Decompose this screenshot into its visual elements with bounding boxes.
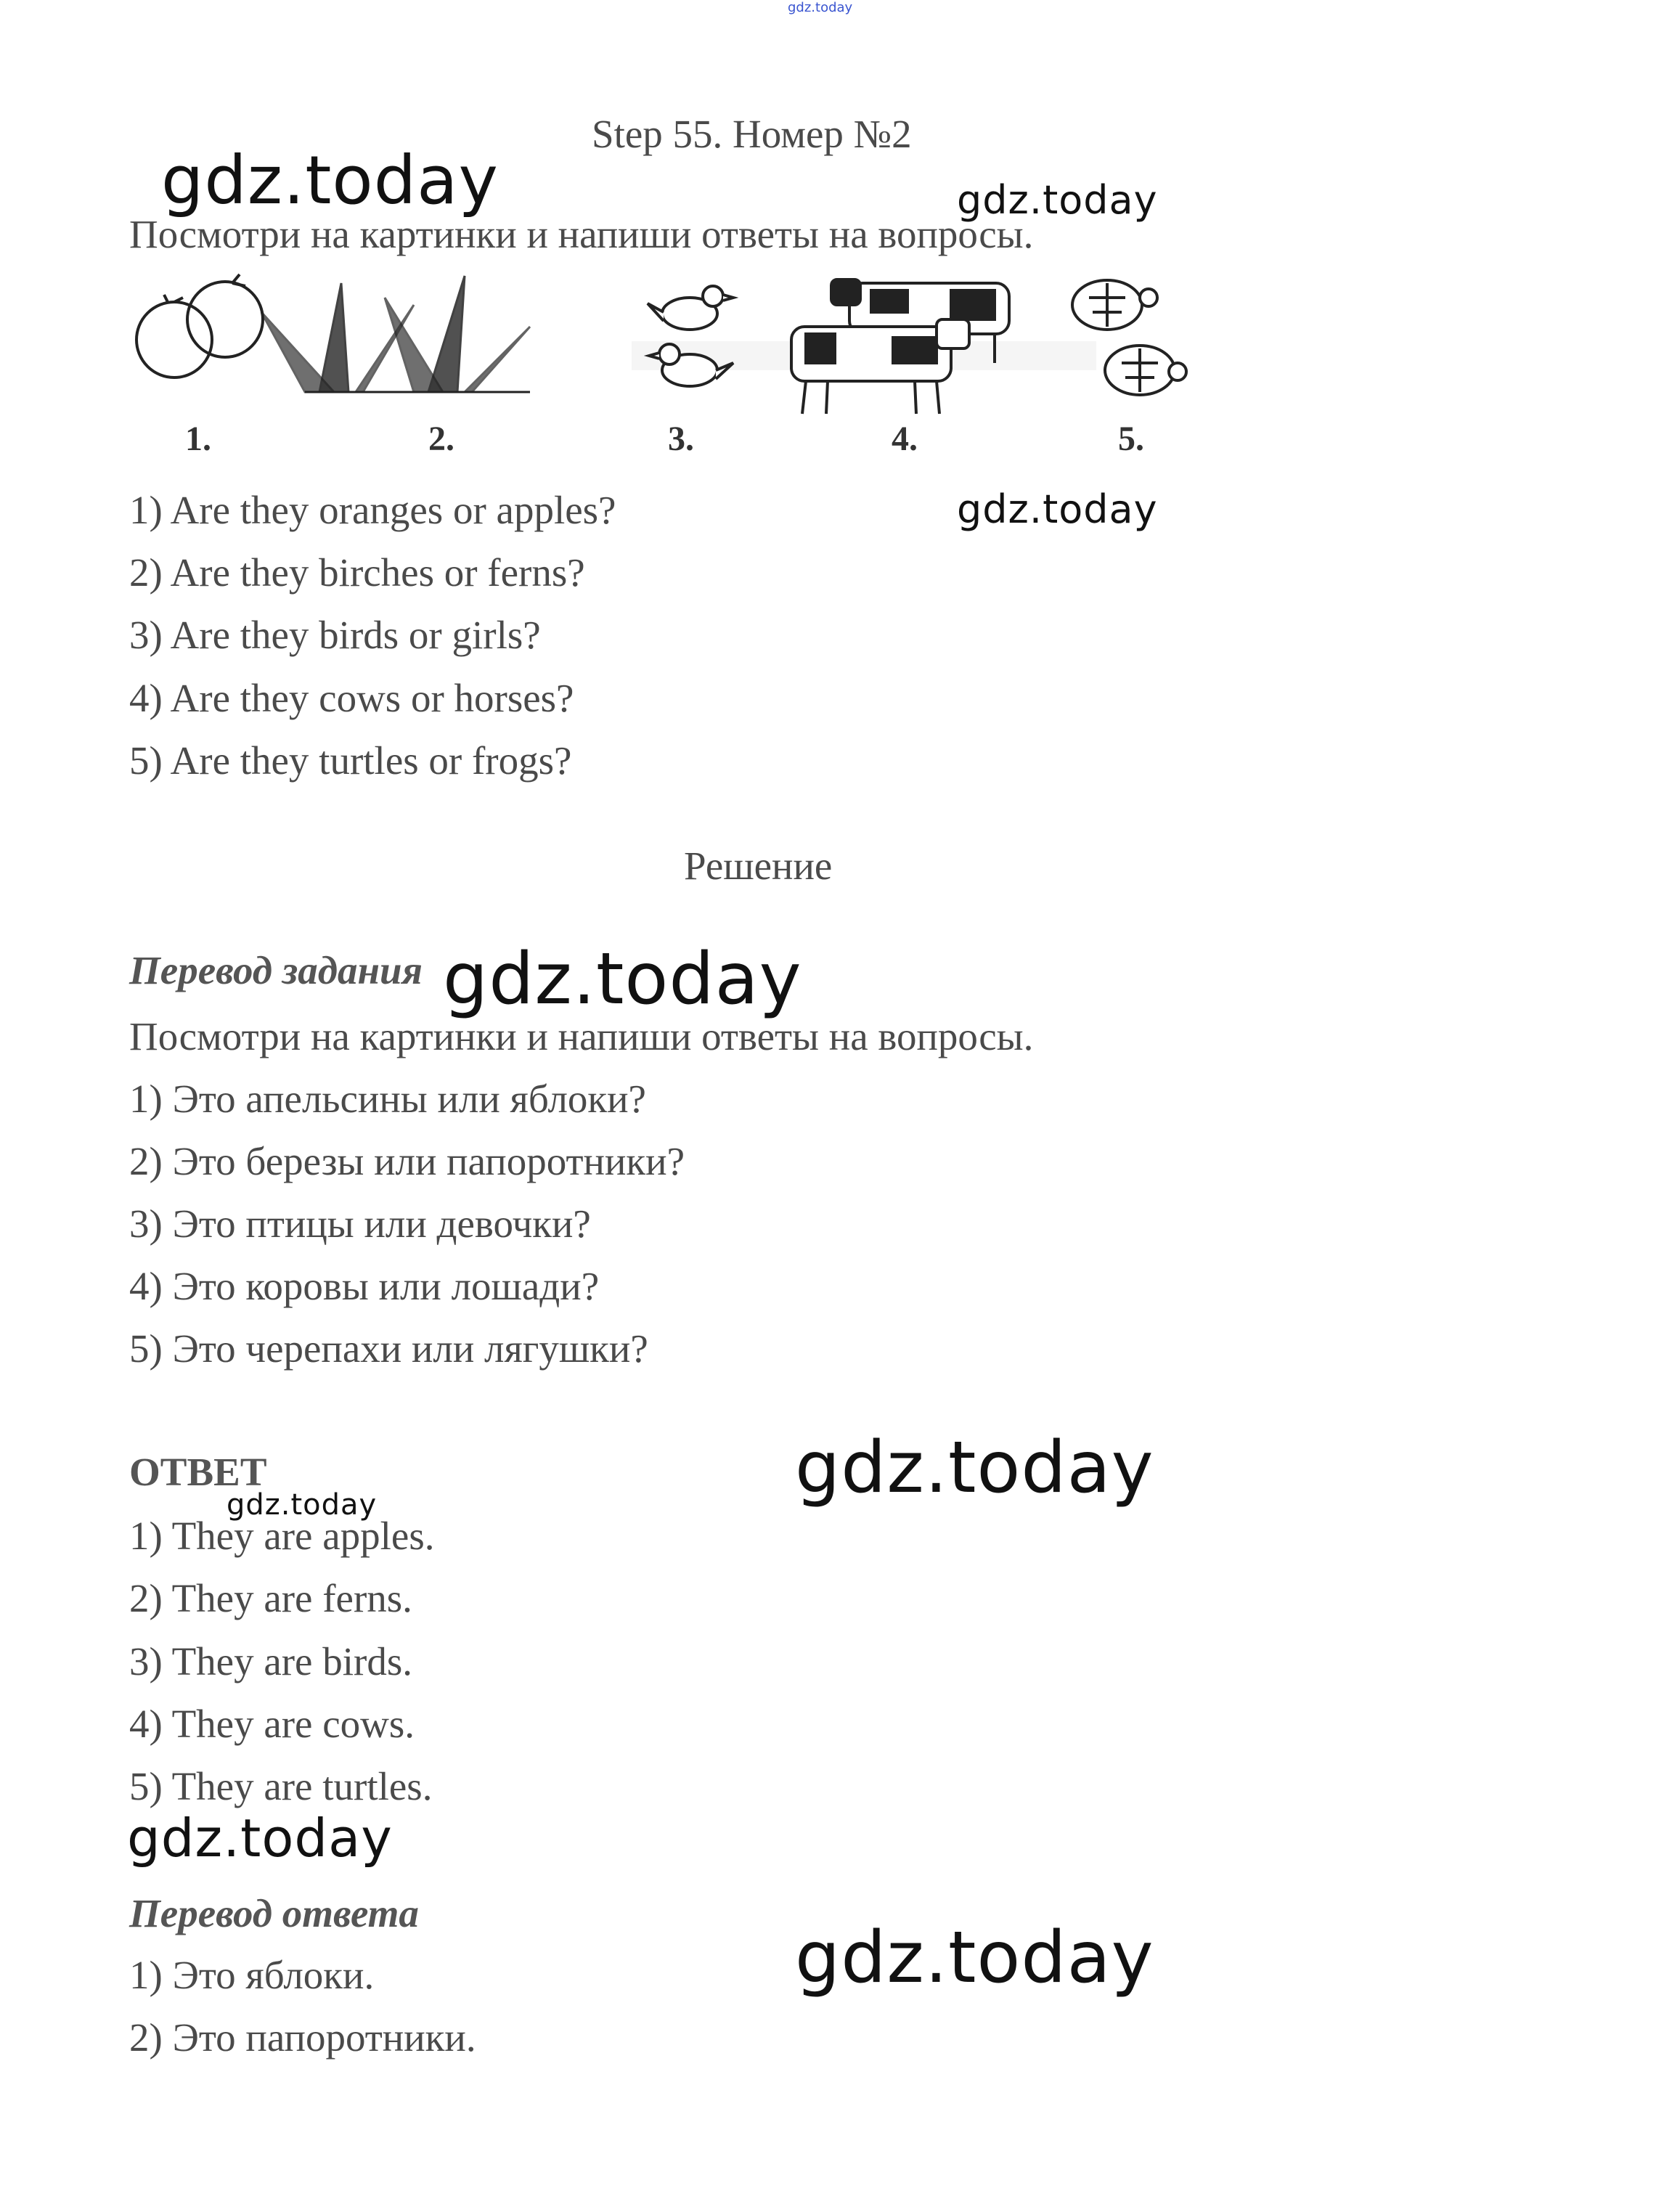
answer-item-5: 5) They are turtles. xyxy=(129,1764,433,1808)
watermark-1: gdz.today xyxy=(161,142,499,219)
watermark-7: gdz.today xyxy=(127,1808,393,1869)
pictures-illustration xyxy=(123,269,1198,472)
answer-item-1: 1) They are apples. xyxy=(129,1514,435,1558)
turtles-icon xyxy=(1072,280,1186,395)
watermark-3: gdz.today xyxy=(957,486,1158,532)
watermark-8: gdz.today xyxy=(795,1917,1154,1999)
pictures-strip xyxy=(123,269,1198,472)
answer-item-4: 4) They are cows. xyxy=(129,1702,415,1746)
apples-icon xyxy=(136,274,263,377)
translation-answer-item-1: 1) Это яблоки. xyxy=(129,1953,375,1997)
watermark-4: gdz.today xyxy=(443,938,802,1021)
picture-number-5: 5. xyxy=(1118,420,1144,458)
question-1: 1) Are they oranges or apples? xyxy=(129,488,616,532)
watermark-5: gdz.today xyxy=(795,1427,1154,1509)
picture-number-4: 4. xyxy=(892,420,918,458)
question-5: 5) Are they turtles or frogs? xyxy=(129,738,572,783)
answer-item-3: 3) They are birds. xyxy=(129,1639,412,1684)
picture-number-3: 3. xyxy=(668,420,694,458)
translation-task-item-2: 2) Это березы или папоротники? xyxy=(129,1139,685,1183)
translation-task-instruction: Посмотри на картинки и напиши ответы на вопросы. xyxy=(129,1014,1034,1058)
translation-task-item-4: 4) Это коровы или лошади? xyxy=(129,1264,600,1308)
translation-task-heading: Перевод задания xyxy=(129,948,423,992)
translation-task-item-3: 3) Это птицы или девочки? xyxy=(129,1201,591,1246)
picture-number-2: 2. xyxy=(428,420,454,458)
answer-item-2: 2) They are ferns. xyxy=(129,1576,412,1620)
ferns-icon xyxy=(261,276,530,392)
birds-icon xyxy=(648,286,733,386)
translation-task-item-5: 5) Это черепахи или лягушки? xyxy=(129,1326,648,1371)
translation-answer-item-2: 2) Это папоротники. xyxy=(129,2015,476,2060)
page-title: Step 55. Номер №2 xyxy=(592,112,912,156)
question-3: 3) Are they birds or girls? xyxy=(129,613,541,657)
picture-number-1: 1. xyxy=(185,420,211,458)
translation-answer-heading: Перевод ответа xyxy=(129,1891,419,1935)
question-2: 2) Are they birches or ferns? xyxy=(129,550,585,595)
watermark-6: gdz.today xyxy=(227,1488,378,1522)
question-4: 4) Are they cows or horses? xyxy=(129,676,574,720)
solution-heading: Решение xyxy=(684,844,833,888)
translation-task-item-1: 1) Это апельсины или яблоки? xyxy=(129,1077,646,1121)
header-watermark: gdz.today xyxy=(788,0,853,15)
watermark-2: gdz.today xyxy=(957,177,1158,223)
instruction: Посмотри на картинки и напиши ответы на вопросы. xyxy=(129,212,1034,256)
answer-heading: ОТВЕТ xyxy=(129,1450,267,1494)
